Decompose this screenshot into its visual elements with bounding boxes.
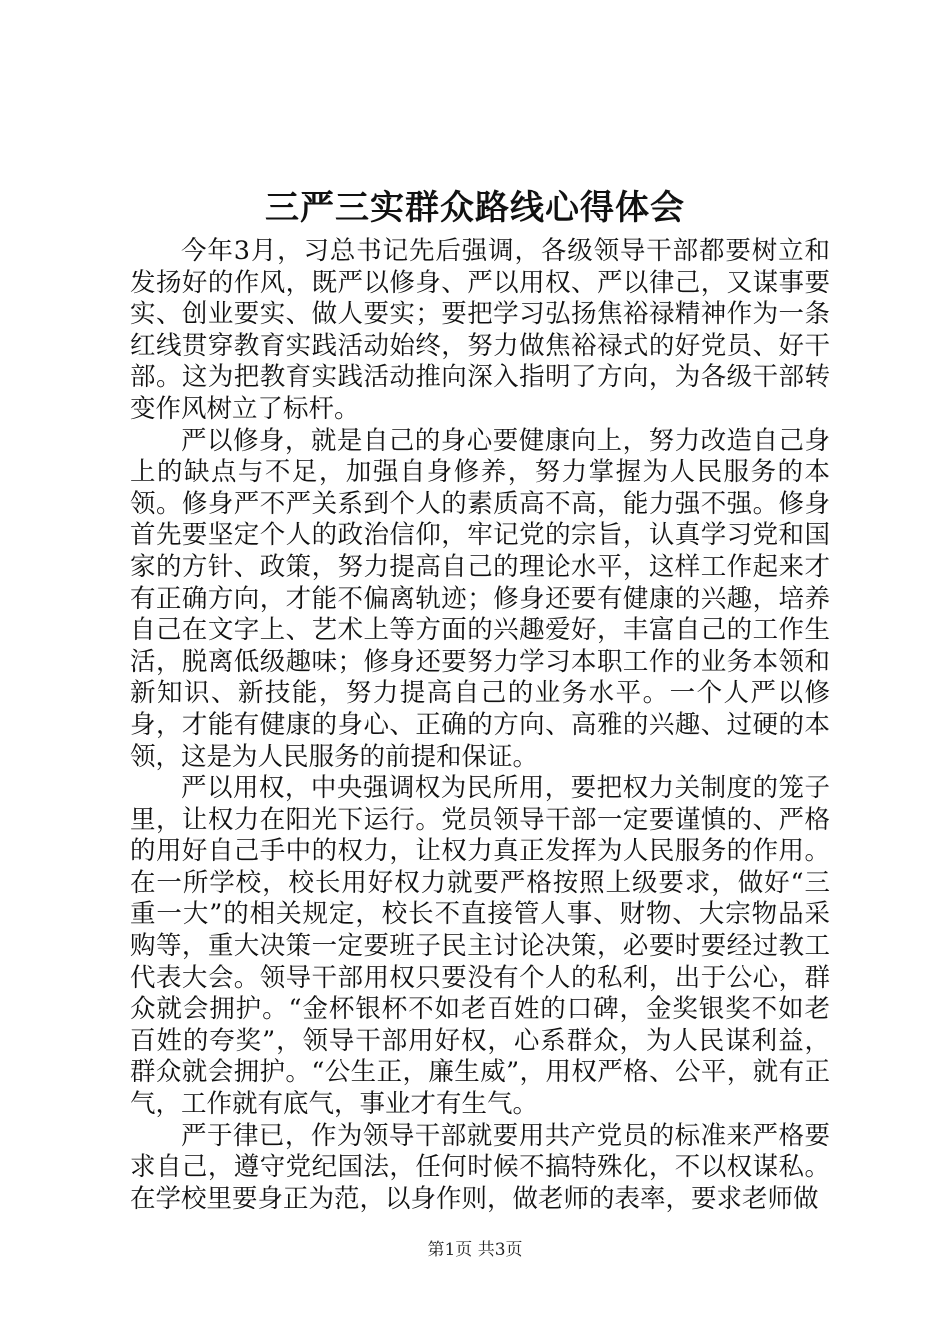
paragraph-intro: 今年3月，习总书记先后强调，各级领导干部都要树立和发扬好的作风，既严以修身、严以用权、严以律己，又谋事要实、创业要实、做人要实；要把学习弘扬焦裕禄精神作为一条红线贯穿教育实践活动始终，努力做焦裕禄式的好党员、好干部。这为把教育实践活动推向深入指明了方向，为各级干部转变作风树立了标杆。 <box>130 236 830 424</box>
paragraph-use-of-power: 严以用权，中央强调权为民所用，要把权力关制度的笼子里，让权力在阳光下运行。党员领导干部一定要谨慎的、严格的用好自己手中的权力，让权力真正发挥为人民服务的作用。在一所学校，校长用好权力就要严格按照上级要求，做好“三重一大”的相关规定，校长不直接管人事、财物、大宗物品采购等，重大决策一定要班子民主讨论决策，必要时要经过教工代表大会。领导干部用权只要没有个人的私利，出于公心，群众就会拥护。“金杯银杯不如老百姓的口碑，金奖银奖不如老百姓的夸奖”，领导干部用好权，心系群众，为人民谋利益，群众就会拥护。“公生正，廉生威”，用权严格、公平，就有正气，工作就有底气，事业才有生气。 <box>130 773 830 1120</box>
paragraph-self-discipline: 严于律已，作为领导干部就要用共产党员的标准来严格要求自己，遵守党纪国法，任何时候不搞特殊化，不以权谋私。在学校里要身正为范，以身作则，做老师的表率，要求老师做 <box>130 1120 830 1214</box>
document-title: 三严三实群众路线心得体会 <box>265 188 685 228</box>
page-footer: 第1页 共3页 <box>427 1240 523 1260</box>
paragraph-self-cultivation: 严以修身，就是自己的身心要健康向上，努力改造自己身上的缺点与不足，加强自身修养，努力掌握为人民服务的本领。修身严不严关系到个人的素质高不高，能力强不强。修身首先要坚定个人的政治信仰，牢记党的宗旨，认真学习党和国家的方针、政策，努力提高自己的理论水平，这样工作起来才有正确方向，才能不偏离轨迹；修身还要有健康的兴趣，培养自己在文字上、艺术上等方面的兴趣爱好，丰富自己的工作生活，脱离低级趣味；修身还要努力学习本职工作的业务本领和新知识、新技能，努力提高自己的业务水平。一个人严以修身，才能有健康的身心、正确的方向、高雅的兴趣、过硬的本领，这是为人民服务的前提和保证。 <box>130 425 830 772</box>
document-body <box>130 236 830 1215</box>
